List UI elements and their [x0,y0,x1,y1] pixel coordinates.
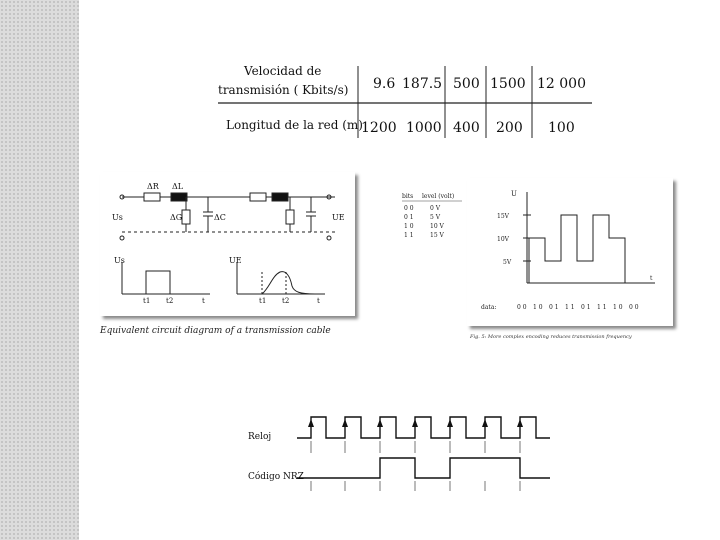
label-dl: ΔL [172,182,184,191]
label-dr: ΔR [147,182,159,191]
encoded-signal [527,215,637,283]
row1-label-line1: Velocidad de [244,64,322,78]
enc-bits: 0 0 [404,205,414,212]
length-cell: 400 [453,120,480,136]
circuit-diagram-panel [100,172,355,316]
arrow-up-icon [342,419,348,427]
y-tick-label: 15V [497,213,509,220]
data-value: 0 0 [629,304,639,311]
data-value: 1 0 [533,304,543,311]
plot-label-us: Us [114,256,125,265]
label-dc: ΔC [214,213,226,222]
nrz-label: Código NRZ [248,472,304,482]
speed-cell: 9.6 [373,76,396,92]
tick-label: t2 [166,297,174,305]
axis-label-t: t [202,297,205,305]
inductor [272,193,288,201]
speed-cell: 500 [453,76,480,92]
clock-signal [297,417,550,438]
inductor-dl [171,193,187,201]
arrow-up-icon [308,419,314,427]
encoding-table [400,190,468,250]
y-axis-label: U [511,190,517,198]
arrow-up-icon [517,419,523,427]
tick-label: t2 [282,297,290,305]
output-response [237,272,315,294]
length-cell: 200 [496,120,523,136]
label-ue: UE [332,213,345,222]
length-cell: 100 [548,120,575,136]
enc-level: 0 V [430,205,441,212]
circuit-caption: Equivalent circuit diagram of a transmission cable [100,326,331,336]
axis-label-t: t [317,297,320,305]
data-value: 1 0 [613,304,623,311]
conductance [286,210,294,224]
arrow-up-icon [412,419,418,427]
table-graphic [210,56,595,141]
x-axis-label: t [650,275,653,282]
encoding-plot-panel [467,178,673,326]
plot-label-ue: UE [229,256,242,265]
timing-diagram [240,405,570,495]
circuit-graphic [100,172,355,316]
row2-label: Longitud de la red (m) [226,118,363,132]
enc-bits: 0 1 [404,214,414,221]
length-cell: 1000 [406,120,442,136]
label-dg: ΔG [170,213,183,222]
data-value: 0 1 [549,304,559,311]
data-value: 1 1 [565,304,575,311]
speed-cell: 1500 [490,76,526,92]
enc-level: 15 V [430,232,444,239]
data-value: 0 1 [581,304,591,311]
y-tick-label: 10V [497,236,509,243]
enc-level: 10 V [430,223,444,230]
y-tick-label: 5V [503,259,512,266]
data-label: data: [481,304,497,311]
data-value: 0 0 [517,304,527,311]
timing-graphic [240,405,570,495]
decorative-side-pattern [0,0,79,540]
arrow-up-icon [482,419,488,427]
nrz-signal [297,458,550,478]
tick-label: t1 [259,297,267,305]
enc-bits: 1 0 [404,223,414,230]
speed-cell: 187.5 [402,76,443,92]
header-level: level (volt) [422,193,455,200]
enc-bits: 1 1 [404,232,414,239]
encoding-plot [467,178,673,326]
resistor [250,193,266,201]
conductance-dg [182,210,190,224]
speed-length-table [210,56,595,141]
header-bits: bits [402,193,414,200]
encoding-caption: Fig. 5: More complex encoding reduces transmission frequency [470,334,632,340]
data-value: 1 1 [597,304,607,311]
enc-level: 5 V [430,214,441,221]
terminal [327,236,331,240]
length-cell: 1200 [361,120,397,136]
tick-label: t1 [143,297,151,305]
resistor-dr [144,193,160,201]
input-pulse [122,271,200,294]
terminal [120,236,124,240]
arrow-up-icon [377,419,383,427]
arrow-up-icon [447,419,453,427]
speed-cell: 12 000 [537,76,586,92]
encoding-table-graphic [400,190,468,250]
label-us: Us [112,213,123,222]
clock-label: Reloj [248,432,272,442]
row1-label-line2: transmisión ( Kbits/s) [218,83,349,97]
